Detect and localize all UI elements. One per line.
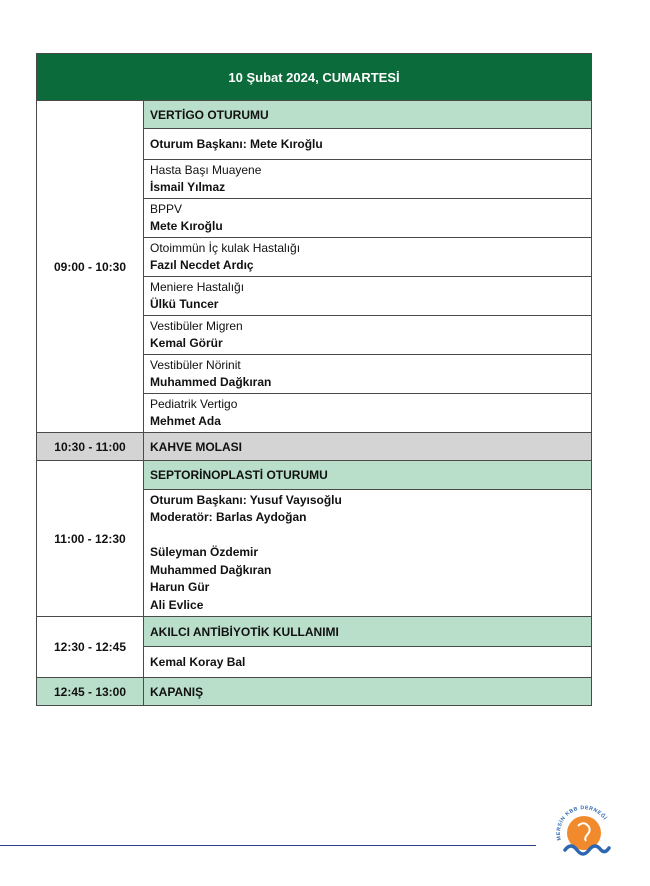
talk-title: Hasta Başı Muayene bbox=[150, 163, 262, 177]
program-table bbox=[36, 53, 592, 706]
closing: KAPANIŞ bbox=[144, 678, 592, 706]
talk-speaker: Mete Kıroğlu bbox=[150, 219, 223, 233]
panelist: Muhammed Dağkıran bbox=[150, 562, 272, 577]
moderator: Moderatör: Barlas Aydoğan bbox=[150, 510, 307, 525]
talk-row bbox=[144, 199, 592, 238]
talk-row bbox=[144, 238, 592, 277]
talk-title: Otoimmün İç kulak Hastalığı bbox=[150, 241, 301, 255]
talk-speaker: Muhammed Dağkıran bbox=[150, 375, 272, 389]
panelist: Süleyman Özdemir bbox=[150, 545, 259, 560]
time-slot-3: 12:30 - 12:45 bbox=[37, 617, 144, 678]
talk-title: Vestibüler Migren bbox=[150, 319, 243, 333]
talk-title: Vestibüler Nörinit bbox=[150, 358, 241, 372]
talk-speaker: Kemal Koray Bal bbox=[144, 647, 592, 678]
talk-row bbox=[144, 394, 592, 433]
talk-title: Meniere Hastalığı bbox=[150, 280, 245, 294]
talk-speaker: Ülkü Tuncer bbox=[150, 297, 219, 311]
footer-rule bbox=[0, 845, 536, 846]
panel-info bbox=[144, 490, 592, 617]
talk-speaker: Fazıl Necdet Ardıç bbox=[150, 258, 254, 272]
coffee-break: KAHVE MOLASI bbox=[144, 433, 592, 461]
talk-row bbox=[144, 277, 592, 316]
panelist: Harun Gür bbox=[150, 580, 210, 595]
talk-title: Pediatrik Vertigo bbox=[150, 397, 238, 411]
talk-title: BPPV bbox=[150, 202, 183, 216]
association-logo bbox=[553, 800, 615, 862]
session-chair: Oturum Başkanı: Yusuf Vayısoğlu bbox=[150, 492, 342, 507]
talk-row bbox=[144, 355, 592, 394]
talk-row bbox=[144, 316, 592, 355]
panelist: Ali Evlice bbox=[150, 597, 204, 612]
time-slot-closing: 12:45 - 13:00 bbox=[37, 678, 144, 706]
talk-speaker: İsmail Yılmaz bbox=[150, 180, 226, 194]
section-septorhinoplasty: SEPTORİNOPLASTİ OTURUMU bbox=[144, 461, 592, 490]
logo-text: MERSİN KBB DERNEĞİ bbox=[555, 805, 608, 841]
talk-speaker: Mehmet Ada bbox=[150, 414, 221, 428]
time-slot-2: 11:00 - 12:30 bbox=[37, 461, 144, 617]
section-antibiotic: AKILCI ANTİBİYOTİK KULLANIMI bbox=[144, 617, 592, 647]
session-chair: Oturum Başkanı: Mete Kıroğlu bbox=[144, 129, 592, 160]
date-header: 10 Şubat 2024, CUMARTESİ bbox=[37, 54, 592, 101]
time-slot-1: 09:00 - 10:30 bbox=[37, 101, 144, 433]
talk-speaker: Kemal Görür bbox=[150, 336, 223, 350]
time-slot-break: 10:30 - 11:00 bbox=[37, 433, 144, 461]
section-vertigo: VERTİGO OTURUMU bbox=[144, 101, 592, 129]
talk-row bbox=[144, 160, 592, 199]
